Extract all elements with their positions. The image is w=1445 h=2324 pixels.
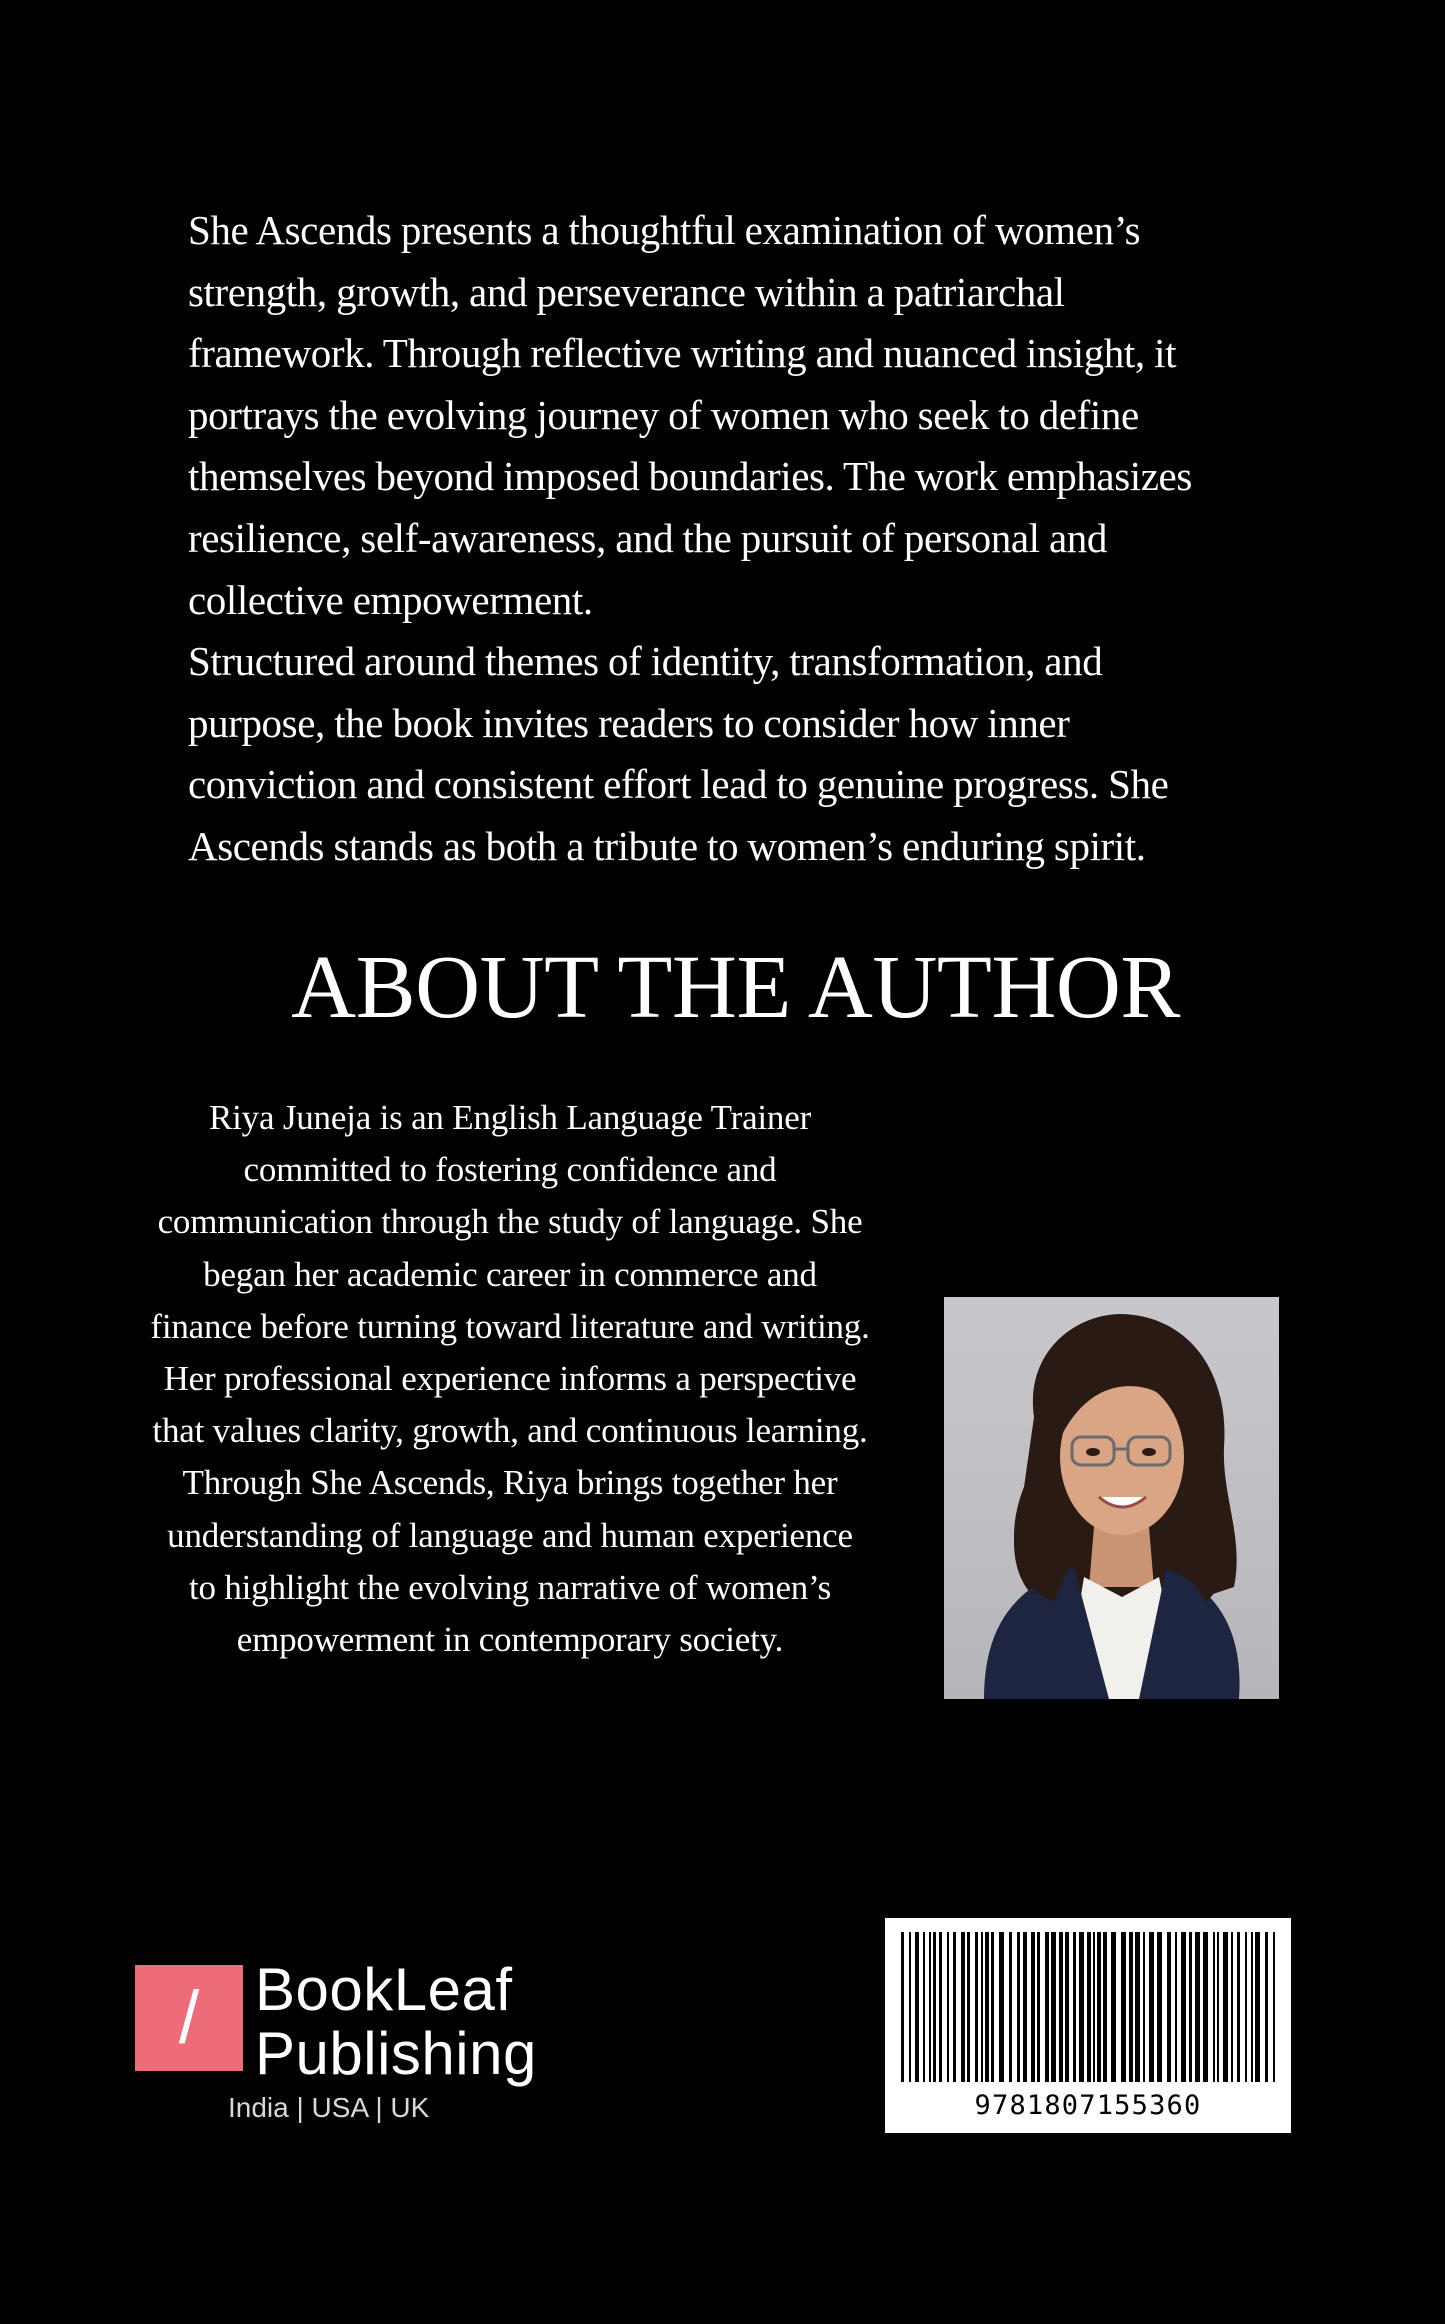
isbn-barcode bbox=[885, 1918, 1291, 2133]
author-photo bbox=[944, 1297, 1279, 1699]
barcode-bar bbox=[1051, 1932, 1056, 2082]
barcode-bar bbox=[1093, 1932, 1095, 2082]
barcode-bar bbox=[1031, 1932, 1035, 2082]
barcode-bar bbox=[909, 1932, 911, 2082]
back-cover-blurb bbox=[188, 200, 1228, 878]
barcode-bar bbox=[981, 1932, 983, 2082]
barcode-bar bbox=[933, 1932, 936, 2082]
author-portrait-icon bbox=[944, 1297, 1279, 1699]
barcode-bar bbox=[1059, 1932, 1063, 2082]
barcode-bar bbox=[1189, 1932, 1192, 2082]
barcode-bar bbox=[975, 1932, 978, 2082]
isbn-number: 9781807155360 bbox=[974, 2090, 1202, 2121]
barcode-bar bbox=[1143, 1932, 1145, 2082]
barcode-bar bbox=[1079, 1932, 1084, 2082]
publisher-name-line2: Publishing bbox=[255, 2020, 537, 2087]
publisher-name bbox=[255, 1958, 537, 2086]
barcode-bar bbox=[947, 1932, 949, 2082]
barcode-bar bbox=[1273, 1932, 1275, 2082]
about-author-heading: ABOUT THE AUTHOR bbox=[291, 938, 1180, 1037]
barcode-bar bbox=[1231, 1932, 1233, 2082]
publisher-regions: India | USA | UK bbox=[228, 2092, 430, 2123]
barcode-bar bbox=[1087, 1932, 1091, 2082]
barcode-bar bbox=[1065, 1932, 1069, 2082]
barcode-bar bbox=[1255, 1932, 1260, 2082]
author-bio bbox=[150, 1092, 870, 1666]
barcode-bar bbox=[1009, 1932, 1012, 2082]
logo-mark bbox=[135, 1965, 243, 2071]
publisher-name-line1: BookLeaf bbox=[255, 1956, 513, 2023]
barcode-bar bbox=[999, 1932, 1004, 2082]
barcode-bar bbox=[1097, 1932, 1101, 2082]
barcode-bar bbox=[1181, 1932, 1186, 2082]
barcode-bar bbox=[1045, 1932, 1049, 2082]
barcode-bar bbox=[1135, 1932, 1140, 2082]
blurb-paragraph: She Ascends presents a thoughtful examination of women’s strength, growth, and perseverance within a patriarchal framework. Through reflective writing and nuanced insight, it portrays the evolving journey of women who seek to define themselves beyond imposed boundaries. The work emphasizes resilience, self-awareness, and the pursuit of personal and collective empowerment. bbox=[188, 207, 1192, 623]
barcode-bar bbox=[1129, 1932, 1133, 2082]
barcode-bar bbox=[1195, 1932, 1200, 2082]
barcode-bar bbox=[1157, 1932, 1162, 2082]
barcode-bar bbox=[1203, 1932, 1208, 2082]
barcode-bar bbox=[929, 1932, 931, 2082]
barcode-bar bbox=[1213, 1932, 1215, 2082]
barcode-bar bbox=[953, 1932, 956, 2082]
barcode-bar bbox=[915, 1932, 919, 2082]
barcode-bar bbox=[1037, 1932, 1040, 2082]
barcode-bar bbox=[1017, 1932, 1020, 2082]
barcode-bar bbox=[1251, 1932, 1253, 2082]
bio-paragraph: Riya Juneja is an English Language Trainer committed to fostering confidence and communication through the study of language. She began her academic career in commerce and finance before turning toward literature and writing. bbox=[150, 1098, 870, 1346]
barcode-bar bbox=[1103, 1932, 1107, 2082]
bio-paragraph: Her professional experience informs a perspective that values clarity, growth, and continuous learning. Through She Ascends, Riya brings together her understanding of language and human experience to highlight the evolving narrative of women’s empowerment in contemporary society. bbox=[152, 1359, 868, 1660]
logo-slash-icon: / bbox=[178, 1976, 200, 2059]
barcode-bar bbox=[1175, 1932, 1177, 2082]
barcode-bar bbox=[1237, 1932, 1240, 2082]
barcode-bar bbox=[1073, 1932, 1076, 2082]
barcode-bar bbox=[1121, 1932, 1126, 2082]
barcode-bar bbox=[967, 1932, 970, 2082]
barcode-bar bbox=[1223, 1932, 1228, 2082]
barcode-bar bbox=[961, 1932, 965, 2082]
barcode-bar bbox=[985, 1932, 989, 2082]
barcode-icon bbox=[885, 1918, 1291, 2088]
barcode-bar bbox=[939, 1932, 942, 2082]
barcode-bar bbox=[991, 1932, 994, 2082]
barcode-bar bbox=[1265, 1932, 1268, 2082]
barcode-bar bbox=[1149, 1932, 1154, 2082]
barcode-bar bbox=[1217, 1932, 1219, 2082]
barcode-bar bbox=[1167, 1932, 1171, 2082]
barcode-bar bbox=[1023, 1932, 1027, 2082]
barcode-bar bbox=[901, 1932, 904, 2082]
barcode-bar bbox=[1245, 1932, 1247, 2082]
barcode-bar bbox=[923, 1932, 925, 2082]
blurb-paragraph: Structured around themes of identity, transformation, and purpose, the book invites readers to consider how inner conviction and consistent effort lead to genuine progress. She Ascends stands as both a tribute to women’s enduring spirit. bbox=[188, 638, 1169, 869]
barcode-bar bbox=[1111, 1932, 1116, 2082]
